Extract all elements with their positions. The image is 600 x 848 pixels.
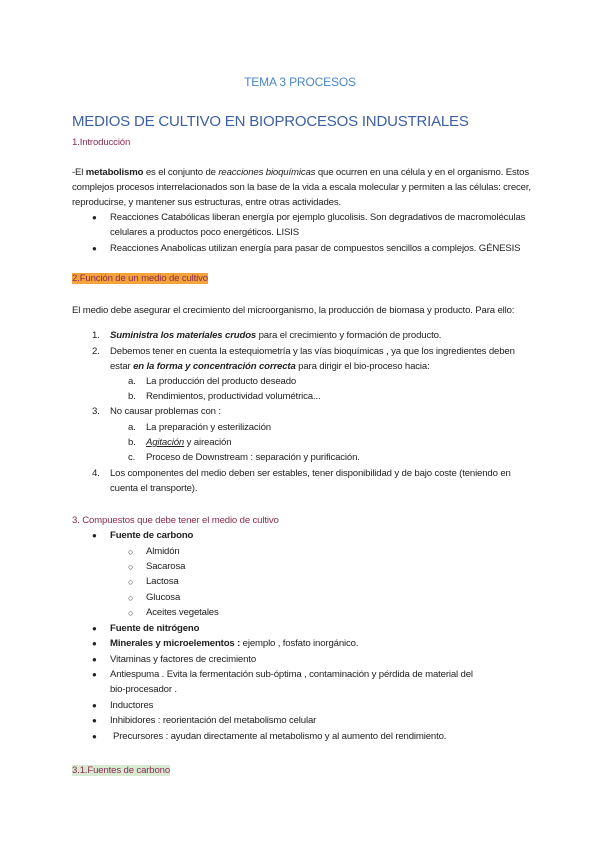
sub-letter: b. [128,391,136,402]
antifoam-line-1: Antiespuma . Evita la fermentación sub-óptima , contaminación y pérdida de material del [110,669,473,680]
anabolic-line: Reacciones Anabolicas utilizan energía para pasar de compuestos sencillos a complejos. GÉNESIS [110,243,521,254]
inducers: Inductores [110,700,154,711]
precursors: Precursores : ayudan directamente al metabolismo y al aumento del rendimiento. [113,731,447,742]
carbon-item: Glucosa [146,592,181,603]
intro-line-3: reproducirse, y mantener sus estructuras, entre otras actividades. [72,197,341,208]
antifoam-line-2: bio-procesador . [110,684,177,695]
inhibitors: Inhibidores : reorientación del metabolismo celular [110,715,317,726]
list-number: 1. [92,330,100,341]
item-1: Suministra los materiales crudos para el crecimiento y formación de producto. [110,330,442,341]
item-3c: Proceso de Downstream : separación y purificación. [146,452,360,463]
bullet-icon: ● [92,701,97,710]
bullet-icon: ● [92,655,97,664]
item-2b: Rendimientos, productividad volumétrica... [146,391,321,402]
item-2-line-1: Debemos tener en cuenta la estequiometría y las vías bioquímicas , ya que los ingredientes deben [110,346,515,357]
bullet-icon: ● [92,639,97,648]
item-4-line-2: cuenta el transporte). [110,483,198,494]
section-2-intro: El medio debe asegurar el crecimiento del microorganismo, la producción de biomasa y producto. Para ello: [72,305,515,316]
page-title: TEMA 3 PROCESOS [244,75,356,89]
bullet-icon: ● [92,531,97,540]
list-number: 4. [92,468,100,479]
sub-letter: a. [128,376,136,387]
list-number: 2. [92,346,100,357]
circle-bullet-icon: ○ [128,547,134,557]
list-number: 3. [92,406,100,417]
sub-letter: b. [128,437,136,448]
intro-line-1: -El metabolismo es el conjunto de reacciones bioquímicas que ocurren en una célula y en el organismo. Estos [72,167,529,178]
item-3: No causar problemas con : [110,406,221,417]
intro-line-2: complejos procesos interrelacionados son la base de la vida a escala molecular y permiten a las células: crecer, [72,182,531,193]
vitamins: Vitaminas y factores de crecimiento [110,654,257,665]
bullet-icon: ● [92,213,97,222]
catabolic-line-1: Reacciones Catabólicas liberan energía por ejemplo glucolisis. Son degradativos de macromoléculas [110,212,526,223]
carbon-item: Sacarosa [146,561,186,572]
bullet-icon: ● [92,244,97,253]
section-1-label: 1.Introducción [72,137,131,148]
nitrogen-source: Fuente de nitrógeno [110,623,200,634]
item-4-line-1: Los componentes del medio deben ser estables, tener disponibilidad y de bajo coste (teniendo en [110,468,511,479]
carbon-item: Almidón [146,546,180,557]
section-3-label: 3. Compuestos que debe tener el medio de cultivo [72,515,279,526]
circle-bullet-icon: ○ [128,577,134,587]
carbon-item: Aceites vegetales [146,607,219,618]
circle-bullet-icon: ○ [128,562,134,572]
carbon-source: Fuente de carbono [110,530,194,541]
item-3b: Agitación y aireación [146,437,232,448]
section-2-label: 2.Función de un medio de cultivo [72,273,208,284]
main-heading: MEDIOS DE CULTIVO EN BIOPROCESOS INDUSTRIALES [72,113,469,130]
bullet-icon: ● [92,670,97,679]
item-3a: La preparación y esterilización [146,422,271,433]
item-2-line-2: estar en la forma y concentración correcta para dirigir el bio-proceso hacia: [110,361,430,372]
carbon-item: Lactosa [146,576,179,587]
bullet-icon: ● [92,624,97,633]
minerals: Minerales y microelementos : ejemplo , fosfato inorgánico. [110,638,359,649]
sub-letter: a. [128,422,136,433]
sub-letter: c. [128,452,136,463]
section-3-1-label: 3.1.Fuentes de carbono [72,765,171,776]
bullet-icon: ● [92,732,97,741]
item-2a: La producción del producto deseado [146,376,297,387]
circle-bullet-icon: ○ [128,608,134,618]
circle-bullet-icon: ○ [128,593,134,603]
bullet-icon: ● [92,716,97,725]
catabolic-line-2: celulares a productos poco energéticos. LISIS [110,227,299,238]
